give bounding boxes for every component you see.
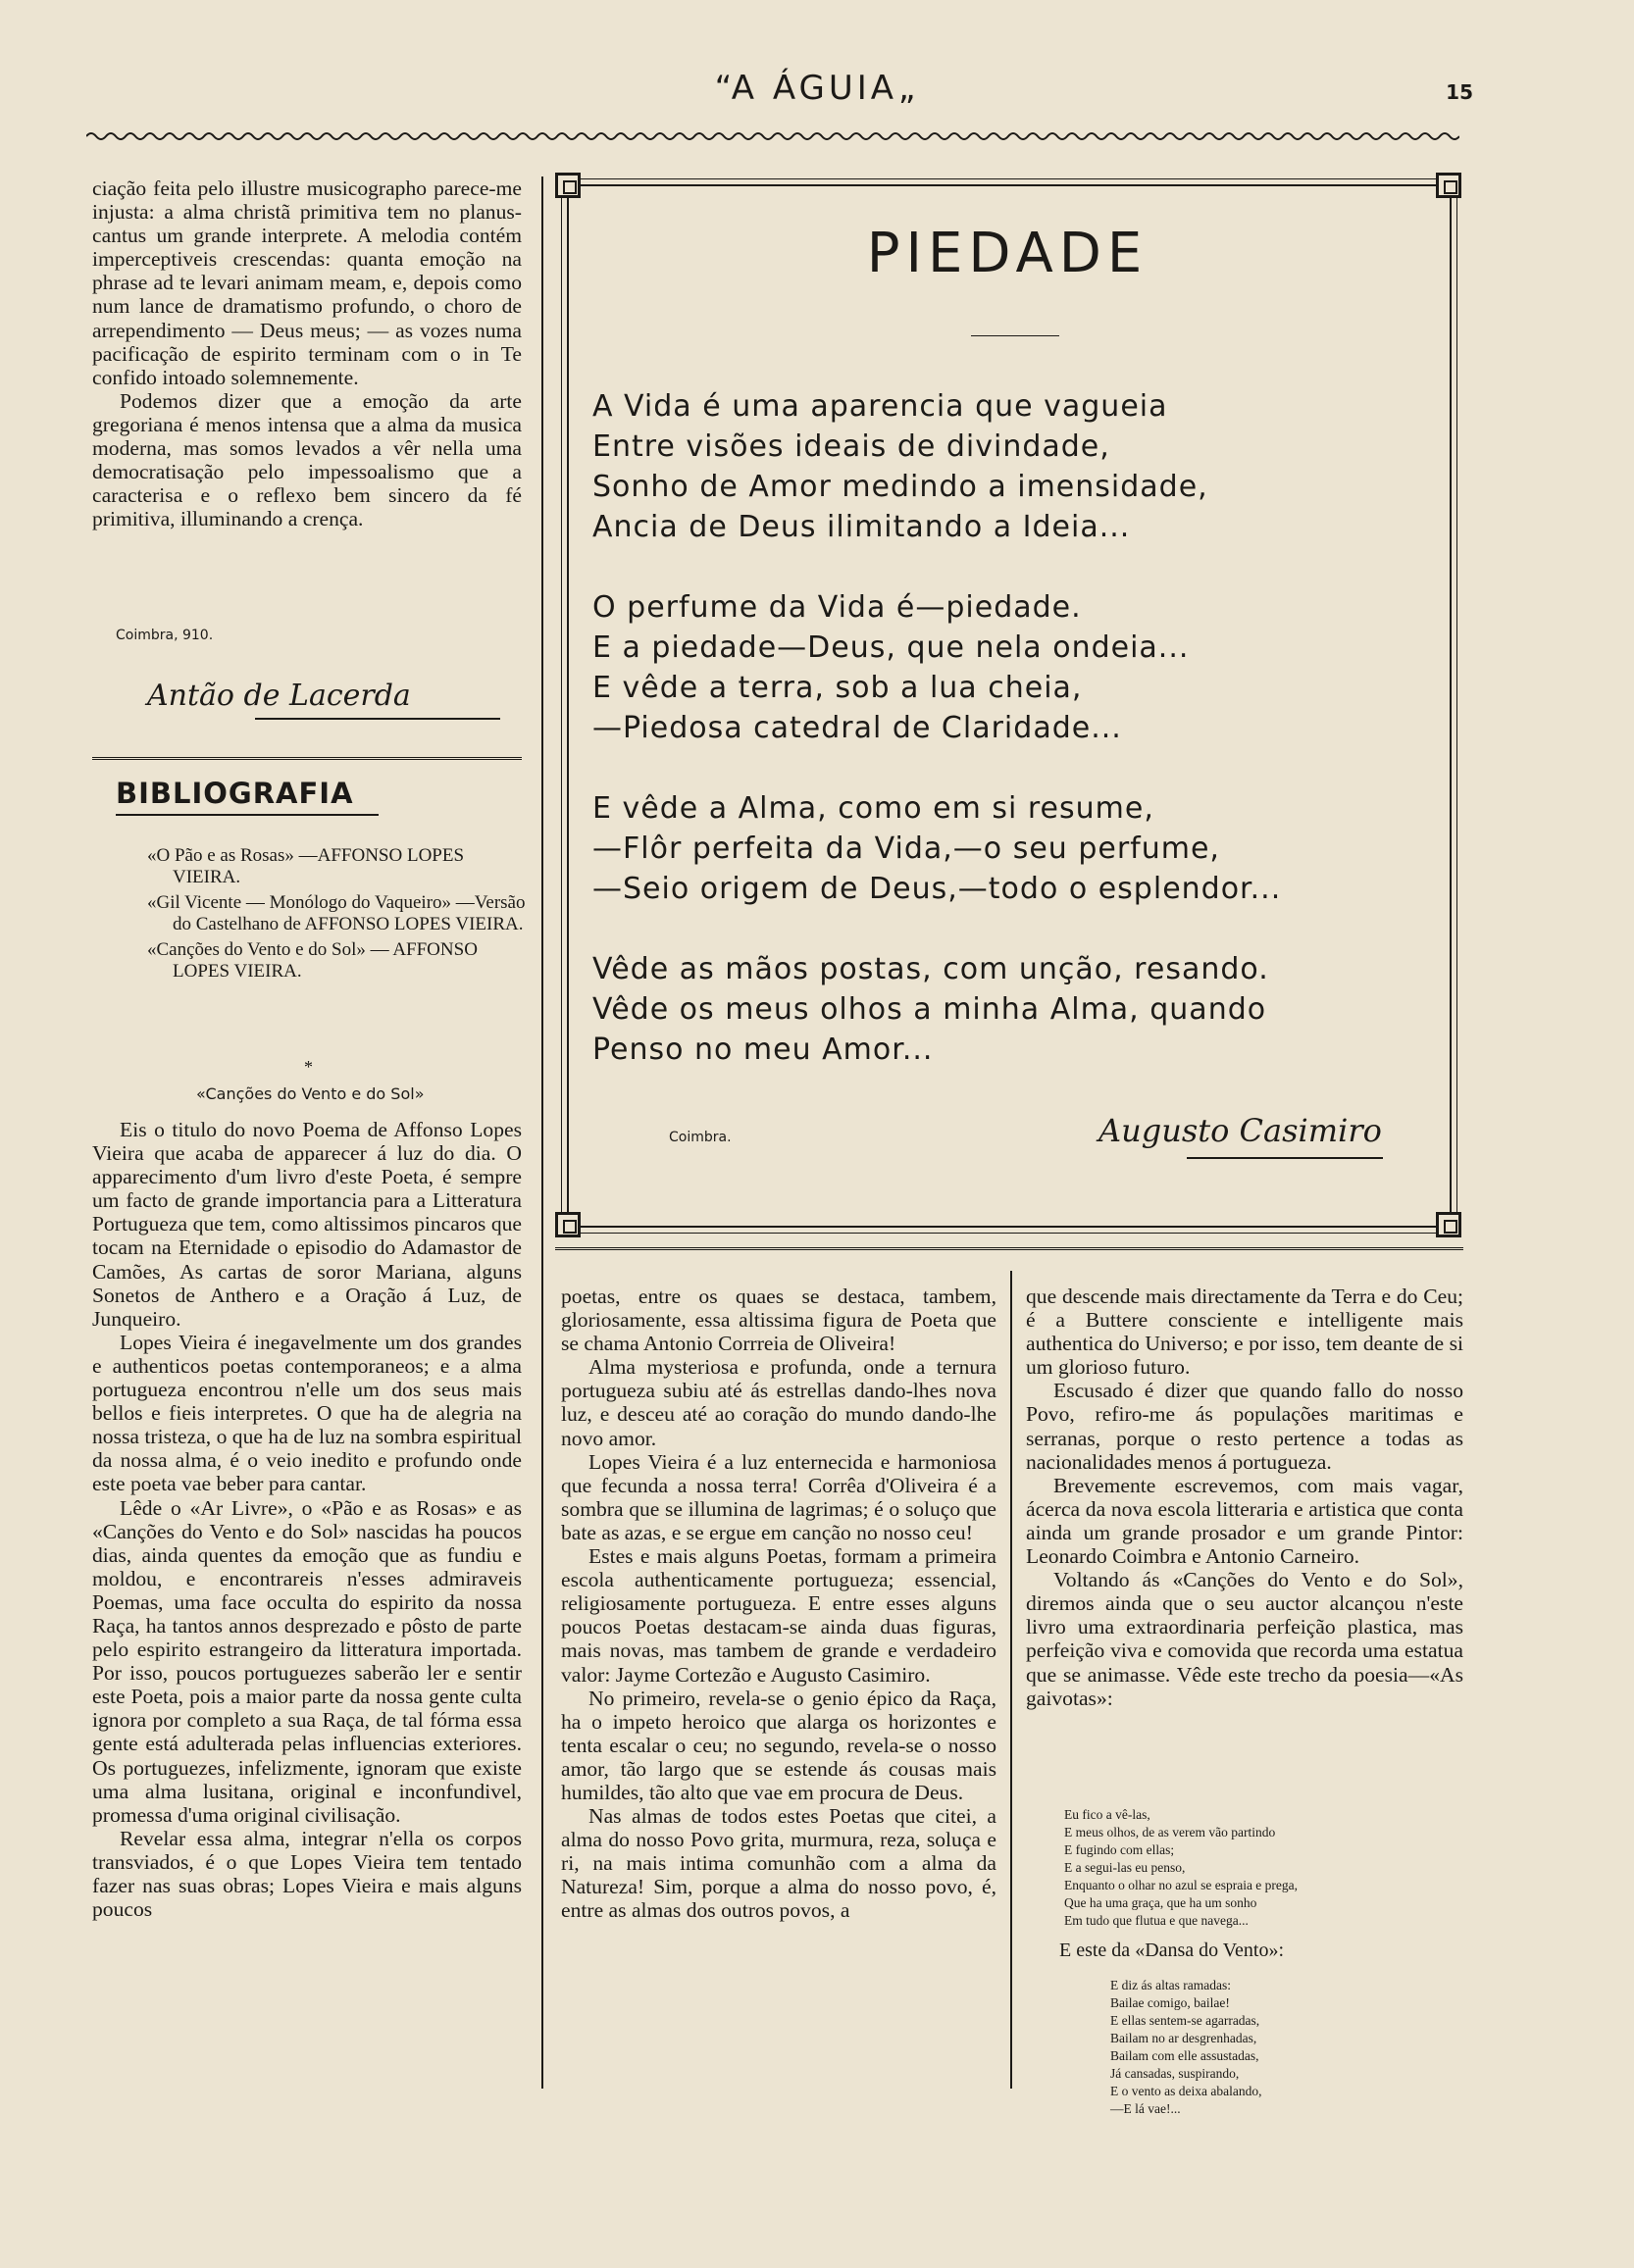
column-rule bbox=[541, 176, 543, 2089]
left-column-review bbox=[92, 1118, 522, 1921]
poem-body bbox=[592, 386, 1281, 1110]
signature-casimiro: Augusto Casimiro bbox=[1098, 1112, 1382, 1149]
stanza bbox=[592, 587, 1281, 748]
paragraph: Alma mysteriosa e profunda, onde a ternura portugueza subiu até ás estrellas dando-lhes nova luz, e desceu até ao coração do mundo dando-lhe novo amor. bbox=[561, 1355, 996, 1450]
bibliography-heading: BIBLIOGRAFIA bbox=[116, 777, 354, 810]
right-column bbox=[1026, 1285, 1463, 1710]
poem-line: E vêde a Alma, como em si resume, bbox=[592, 791, 1154, 826]
poem-line: Entre visões ideais de divindade, bbox=[592, 429, 1110, 464]
verse-gaivotas bbox=[1064, 1806, 1298, 1930]
poem-line: —Seio origem de Deus,—todo o esplendor... bbox=[592, 872, 1282, 906]
section-rule bbox=[555, 1247, 1463, 1254]
place-date: Coimbra, 910. bbox=[116, 628, 214, 643]
poem-line: Vêde as mãos postas, com unção, resando. bbox=[592, 952, 1269, 986]
verse-line: E o vento as deixa abalando, bbox=[1110, 2084, 1262, 2098]
frame-corner-ornament bbox=[555, 173, 581, 198]
heading-underline bbox=[116, 814, 379, 816]
poem-line: Ancia de Deus ilimitando a Ideia... bbox=[592, 510, 1131, 544]
poem-line: Vêde os meus olhos a minha Alma, quando bbox=[592, 992, 1267, 1027]
stanza bbox=[592, 386, 1281, 547]
verse-line: E a segui-las eu penso, bbox=[1064, 1860, 1186, 1875]
header-wavy-rule bbox=[86, 129, 1459, 143]
paragraph: Voltando ás «Canções do Vento e do Sol», diremos ainda que o seu auctor alcançou n'este livro uma extraordinaria perfeição plastica, mas perfeição viva e comovida que recorda uma estatua que se animasse. Vêde este trecho da poesia—«As gaivotas»: bbox=[1026, 1568, 1463, 1710]
paragraph: Lopes Vieira é inegavelmente um dos grandes e authenticos poetas contemporaneos; e a alma portugueza encontrou n'elle um dos seus mais bellos e fieis interpretes. O que ha de alegria na nossa tristeza, o que ha de luz na sombra espiritual da nossa alma, é o veio inedito e profundo onde este poeta vae beber para cantar. bbox=[92, 1330, 522, 1496]
paragraph: Escusado é dizer que quando fallo do nosso Povo, refiro-me ás populações maritimas e serranas, porque o resto pertence a todas as nacionalidades menos á portugueza. bbox=[1026, 1379, 1463, 1474]
poem-line: Penso no meu Amor... bbox=[592, 1033, 934, 1067]
verse-line: E diz ás altas ramadas: bbox=[1110, 1978, 1231, 1992]
bibliography-item: «O Pão e as Rosas» —AFFONSO LOPES VIEIRA. bbox=[147, 845, 465, 887]
bibliography-item: «Canções do Vento e do Sol» — AFFONSO LOPES VIEIRA. bbox=[147, 939, 478, 982]
poem-title: PIEDADE bbox=[866, 222, 1149, 285]
verse-line: E fugindo com ellas; bbox=[1064, 1842, 1175, 1857]
paragraph: Brevemente escrevemos, com mais vagar, ácerca da nova escola litteraria e artistica que conta ainda um grande prosador e um grande Pintor: Leonardo Coimbra e Antonio Carneiro. bbox=[1026, 1473, 1463, 1569]
signature-underline bbox=[1187, 1157, 1383, 1159]
poem-line: —Piedosa catedral de Claridade... bbox=[592, 711, 1122, 745]
verse-line: Bailae comigo, bailae! bbox=[1110, 1995, 1230, 2010]
paragraph: Estes e mais alguns Poetas, formam a primeira escola authenticamente portugueza; essencial, religiosamente portugueza. E entre esses alguns poucos Poetas destacam-se ainda duas figuras, mais novas, mas tambem de grande e verdadeiro valor: Jayme Cortezão e Augusto Casimiro. bbox=[561, 1544, 996, 1687]
paragraph: poetas, entre os quaes se destaca, tambem, gloriosamente, essa altissima figura de Poeta que se chama Antonio Corrreia de Oliveira! bbox=[561, 1285, 996, 1356]
stanza bbox=[592, 788, 1281, 909]
bibliography-list bbox=[110, 845, 526, 986]
review-subheading: «Canções do Vento e do Sol» bbox=[196, 1084, 425, 1103]
poem-line: E a piedade—Deus, que nela ondeia... bbox=[592, 630, 1190, 665]
paragraph: Revelar essa alma, integrar n'ella os corpos transviados, é o que Lopes Vieira tem tentado fazer nas suas obras; Lopes Vieira e mais alguns poucos bbox=[92, 1826, 522, 1922]
paragraph: Eis o titulo do novo Poema de Affonso Lopes Vieira que acaba de apparecer á luz do dia. O apparecimento d'um livro d'este Poeta, é sempre um facto de grande importancia para a Litteratura Portugueza que tem, como altissimos pincaros que tocam na Eternidade o episodio do Adamastor de Camões, As cartas de soror Mariana, alguns Sonetos de Anthero e a Oração á Luz, de Junqueiro. bbox=[92, 1118, 522, 1331]
stanza bbox=[592, 949, 1281, 1070]
verse-line: Em tudo que flutua e que navega... bbox=[1064, 1913, 1249, 1928]
signature-underline bbox=[255, 718, 500, 720]
title-rule bbox=[971, 335, 1059, 336]
verse-line: Eu fico a vê-las, bbox=[1064, 1807, 1150, 1822]
middle-column bbox=[561, 1285, 996, 1923]
verse-line: E ellas sentem-se agarradas, bbox=[1110, 2013, 1260, 2028]
paragraph: ciação feita pelo illustre musicographo parece-me injusta: a alma christã primitiva tem no planus-cantus um grande interprete. A melodia contém imperceptiveis crescendas: quanta emoção na phrase ad te levari animam meam, e, depois como num lance de dramatismo profundo, o choro de arrependimento — Deus meus; — as vozes numa pacificação de espirito terminam com o in Te confido intoado solemnemente. bbox=[92, 176, 522, 389]
running-head: “A ÁGUIA„ bbox=[714, 69, 920, 108]
poem-line: O perfume da Vida é—piedade. bbox=[592, 590, 1082, 625]
column-rule bbox=[1010, 1271, 1012, 2089]
frame-corner-ornament bbox=[1436, 1212, 1461, 1237]
signature-lacerda: Antão de Lacerda bbox=[147, 679, 411, 713]
bibliography-item: «Gil Vicente — Monólogo do Vaqueiro» —Versão do Castelhano de AFFONSO LOPES VIEIRA. bbox=[147, 892, 526, 934]
poem-line: Sonho de Amor medindo a imensidade, bbox=[592, 470, 1208, 504]
poem-line: —Flôr perfeita da Vida,—o seu perfume, bbox=[592, 832, 1220, 866]
paragraph: que descende mais directamente da Terra e do Ceu; é a Buttere consciente e intelligente mais authentica do Universo; e por isso, tem deante de si um glorioso futuro. bbox=[1026, 1285, 1463, 1380]
left-column-top bbox=[92, 176, 522, 530]
paragraph: Lopes Vieira é a luz enternecida e harmoniosa que fecunda a nossa terra! Corrêa d'Oliveira é a sombra que se illumina de lagrimas; é o soluço que bate as azas, e se ergue em canção no nosso ceu! bbox=[561, 1449, 996, 1544]
verse-dansa bbox=[1110, 1977, 1261, 2118]
paragraph: Lêde o «Ar Livre», o «Pão e as Rosas» e as «Canções do Vento e do Sol» nascidas ha poucos dias, ainda quentes da emoção que as fundiu e moldou, e encontrareis n'esses admiraveis Poemas, uma face occulta do espirito da nossa Raça, ha tantos annos desprezado e pôsto de parte pelo espirito estrangeiro da litteratura importada. Por isso, poucos portuguezes saberão ler e sentir este Poeta, pois a maior parte da nossa gente culta ignora por completo a sua Raça, de tal fórma essa gente está adulterada pelas influencias exteriores. Os portuguezes, infelizmente, ignoram que existe uma alma lusitana, original e inconfundivel, promessa d'uma original civilisação. bbox=[92, 1495, 522, 1827]
poem-line: A Vida é uma aparencia que vagueia bbox=[592, 389, 1168, 424]
page-number: 15 bbox=[1446, 80, 1473, 104]
verse-line: Bailam com elle assustadas, bbox=[1110, 2048, 1259, 2063]
frame-corner-ornament bbox=[1436, 173, 1461, 198]
frame-corner-ornament bbox=[555, 1212, 581, 1237]
section-rule bbox=[92, 757, 522, 766]
verse-line: —E lá vae!... bbox=[1110, 2101, 1181, 2116]
asterisk: * bbox=[304, 1057, 313, 1077]
paragraph: No primeiro, revela-se o genio épico da Raça, ha o impeto heroico que alarga os horizontes e tenta escalar o ceu; no segundo, revela-se o nosso amor, tão largo que se estende ás cousas mais humildes, tão alto que vae em procura de Deus. bbox=[561, 1686, 996, 1804]
verse-line: Enquanto o olhar no azul se espraia e prega, bbox=[1064, 1878, 1299, 1892]
verse-line: E meus olhos, de as verem vão partindo bbox=[1064, 1825, 1276, 1840]
paragraph: Podemos dizer que a emoção da arte gregoriana é menos intensa que a alma da musica moderna, mas somos levados a vêr nella uma democratisação pelo impessoalismo que a caracterisa e o reflexo bem sincero da fé primitiva, illuminando a crença. bbox=[92, 388, 522, 531]
poem-line: E vêde a terra, sob a lua cheia, bbox=[592, 671, 1083, 705]
verse-intro: E este da «Dansa do Vento»: bbox=[1059, 1940, 1285, 1961]
verse-line: Que ha uma graça, que ha um sonho bbox=[1064, 1895, 1257, 1910]
paragraph: Nas almas de todos estes Poetas que citei, a alma do nosso Povo grita, murmura, reza, soluça e ri, na mais intima comunhão com a alma da Natureza! Sim, porque a alma do nosso povo, é, entre as almas dos outros povos, a bbox=[561, 1804, 996, 1923]
verse-line: Bailam no ar desgrenhadas, bbox=[1110, 2031, 1257, 2045]
verse-line: Já cansadas, suspirando, bbox=[1110, 2066, 1240, 2081]
poem-place: Coimbra. bbox=[669, 1130, 732, 1145]
